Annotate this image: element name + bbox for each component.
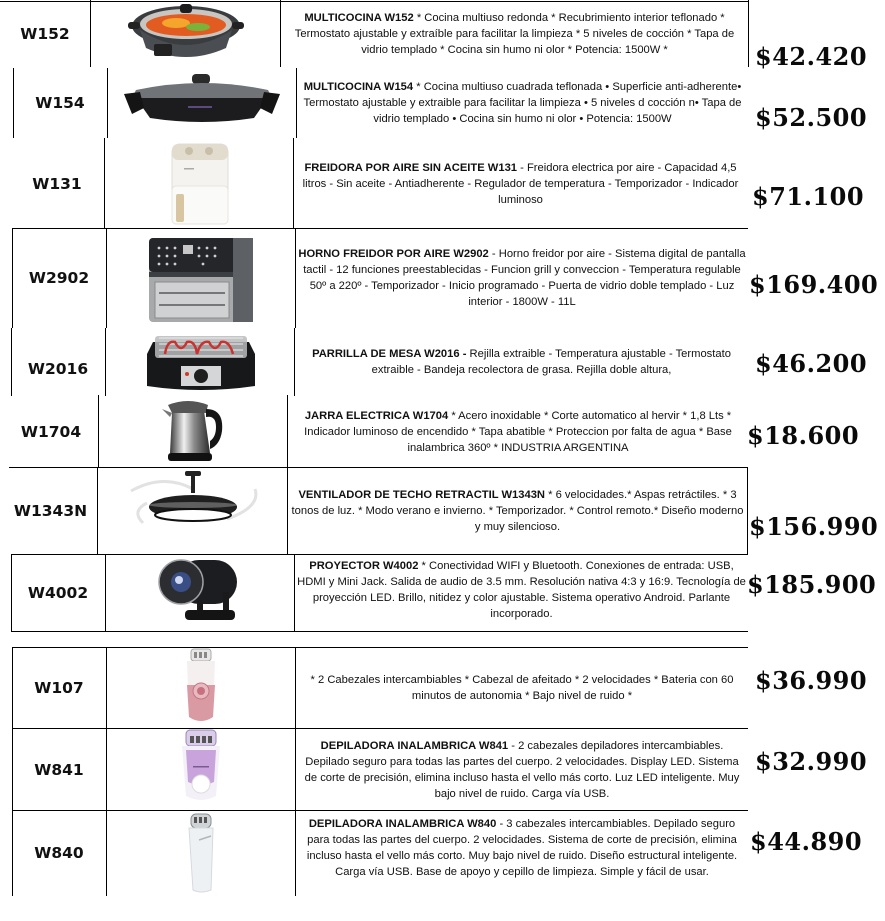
product-code: W2902 — [28, 269, 90, 287]
product-code: W107 — [34, 679, 84, 697]
product-code-cell — [11, 554, 105, 632]
product-code-cell — [13, 68, 107, 138]
product-description-cell — [295, 328, 748, 396]
product-code-cell — [4, 467, 97, 554]
air-fryer-icon — [105, 138, 293, 228]
ceiling-fan-icon — [98, 467, 287, 537]
product-row-w1704 — [0, 395, 750, 468]
product-description: PARRILLA DE MESA W2016 - Rejilla extraible - Temperatura ajustable - Termostato extraible - Bandeja recolectora de grasa. Rejilla doble altura, — [312, 348, 731, 376]
purple-epilator-icon — [107, 728, 295, 804]
product-price: $156.990 — [749, 512, 879, 541]
table-grill-icon — [106, 328, 295, 394]
product-price: $18.600 — [747, 421, 860, 450]
product-code: W4002 — [27, 584, 89, 602]
product-row-w2902 — [0, 228, 750, 328]
product-description: FREIDORA POR AIRE SIN ACEITE W131 - Freidora electrica por aire - Capacidad 4,5 litros - Sin aceite - Antiadherente - Regulador de temperatura - Temporizador - Indicador luminoso — [302, 161, 739, 206]
product-code: W841 — [34, 760, 84, 779]
product-price: $44.890 — [750, 827, 863, 856]
product-code: W2016 — [27, 360, 89, 378]
product-price: $36.990 — [755, 666, 868, 695]
product-row-w841 — [0, 728, 750, 811]
product-description: MULTICOCINA W154 * Cocina multiuso cuadrada teflonada • Superficie anti-adherente• Termostato ajustable y extraible para facilitar la limpieza • 5 niveles d cocción n• Tapa de vidrio templado • Cocina sin humo ni olor • Potencia: 1500W — [303, 81, 742, 125]
product-price: $42.420 — [755, 42, 868, 71]
square-electric-skillet-icon — [108, 68, 296, 128]
product-description-cell — [288, 395, 748, 468]
product-code: W1343N — [13, 501, 88, 520]
product-description-cell — [296, 810, 748, 896]
product-description-cell — [294, 138, 747, 229]
product-description: PROYECTOR W4002 * Conectividad WIFI y Bluetooth. Conexiones de entrada: USB, HDMI y Mini Jack. Salida de audio de 3.5 mm. Resolución nativa 4:3 y 16:9. Tecnología de proyección LED. Brillo, nitidez y color ajustable. Sistema operativo Android. Parlante incorporado. — [297, 560, 746, 620]
product-description-cell — [295, 554, 748, 632]
product-code: W1704 — [20, 422, 82, 441]
white-epilator-icon — [107, 810, 295, 894]
round-electric-skillet-icon — [91, 0, 280, 64]
product-description-cell — [296, 228, 748, 328]
product-description-cell — [288, 467, 747, 554]
product-price: $32.990 — [755, 747, 868, 776]
product-code-cell — [0, 0, 90, 67]
product-price: $169.400 — [749, 270, 879, 299]
product-description-cell — [297, 68, 748, 138]
product-description: * 2 Cabezales intercambiables * Cabezal de afeitado * 2 velocidades * Bateria con 60 minutos de autonomia * Bajo nivel de ruido * — [310, 674, 734, 702]
product-code-cell — [12, 728, 106, 811]
product-row-w840 — [0, 810, 750, 896]
product-code: W154 — [35, 94, 85, 112]
product-description: HORNO FREIDOR POR AIRE W2902 - Horno freidor por aire - Sistema digital de pantalla tactil - 12 funciones preestablecidas - Funcion grill y conveccion - Temperatura regulable 50º a 220º - Temporizador - Inicio programado - Puerta de vidrio doble templado - Luz interior - 1800W - 11L — [298, 248, 746, 308]
product-code: W840 — [34, 844, 84, 862]
projector-icon — [106, 554, 294, 624]
product-code-cell — [11, 328, 105, 396]
product-code: W152 — [20, 24, 70, 43]
product-code-cell — [4, 395, 98, 468]
product-row-w154 — [0, 68, 750, 138]
product-code-cell — [12, 647, 106, 729]
product-price: $185.900 — [747, 570, 877, 599]
product-row-w152 — [0, 0, 750, 67]
electric-kettle-icon — [99, 395, 287, 465]
air-fryer-oven-icon — [107, 228, 295, 322]
product-description: JARRA ELECTRICA W1704 * Acero inoxidable * Corte automatico al hervir * 1,8 Lts * Indicador luminoso de encendido * Tapa abatible * Proteccion por falta de agua * Base inalambrica 360º * INDUSTRIA ARGENTINA — [304, 409, 732, 454]
product-code-cell — [12, 228, 106, 328]
product-price: $71.100 — [752, 182, 865, 211]
product-code: W131 — [32, 174, 82, 193]
product-description: VENTILADOR DE TECHO RETRACTIL W1343N * 6 velocidades.* Aspas retráctiles. * 3 tonos de luz. * Modo verano e invierno. * Temporizador. * Control remoto.* Diseño moderno y muy silencioso. — [291, 488, 744, 533]
product-description: DEPILADORA INALAMBRICA W840 - 3 cabezales intercambiables. Depilado seguro para todas las partes del cuerpo. 2 velocidades. Sistema de corte de precisión, elimina incluso hasta el vello más corto. Muy bajo nivel de ruido. Diseño estructural inteligente. Carga vía USB. Base de apoyo y cepillo de limpieza. Simple y fácil de usar. — [306, 818, 738, 878]
product-description-cell — [296, 728, 748, 811]
product-row-w4002 — [0, 554, 750, 632]
product-description: DEPILADORA INALAMBRICA W841 - 2 cabezales depiladores intercambiables. Depilado seguro para todas las partes del cuerpo. 2 velocidades. Display LED. Sistema de corte de precisión, elimina incluso hasta el vello más corto. Luz LED inteligente. Muy bajo nivel de ruido. Carga vía USB. — [304, 739, 740, 800]
product-code-cell — [10, 138, 104, 229]
product-description-cell — [296, 647, 748, 729]
product-row-w2016 — [0, 328, 750, 396]
product-description-cell — [281, 0, 748, 67]
product-price: $52.500 — [755, 103, 868, 132]
product-price: $46.200 — [755, 349, 868, 378]
product-row-w131 — [0, 138, 750, 229]
pink-epilator-icon — [107, 647, 295, 725]
product-description: MULTICOCINA W152 * Cocina multiuso redonda * Recubrimiento interior teflonado * Termostato ajustable y extraíble para facilitar la limpieza * 5 niveles de cocción * Tapa de vidrio templado * Cocina sin humo ni olor * Potencia: 1500W * — [294, 11, 735, 56]
product-code-cell — [12, 810, 106, 896]
product-row-w1343n — [0, 467, 750, 554]
product-row-w107 — [0, 647, 750, 729]
